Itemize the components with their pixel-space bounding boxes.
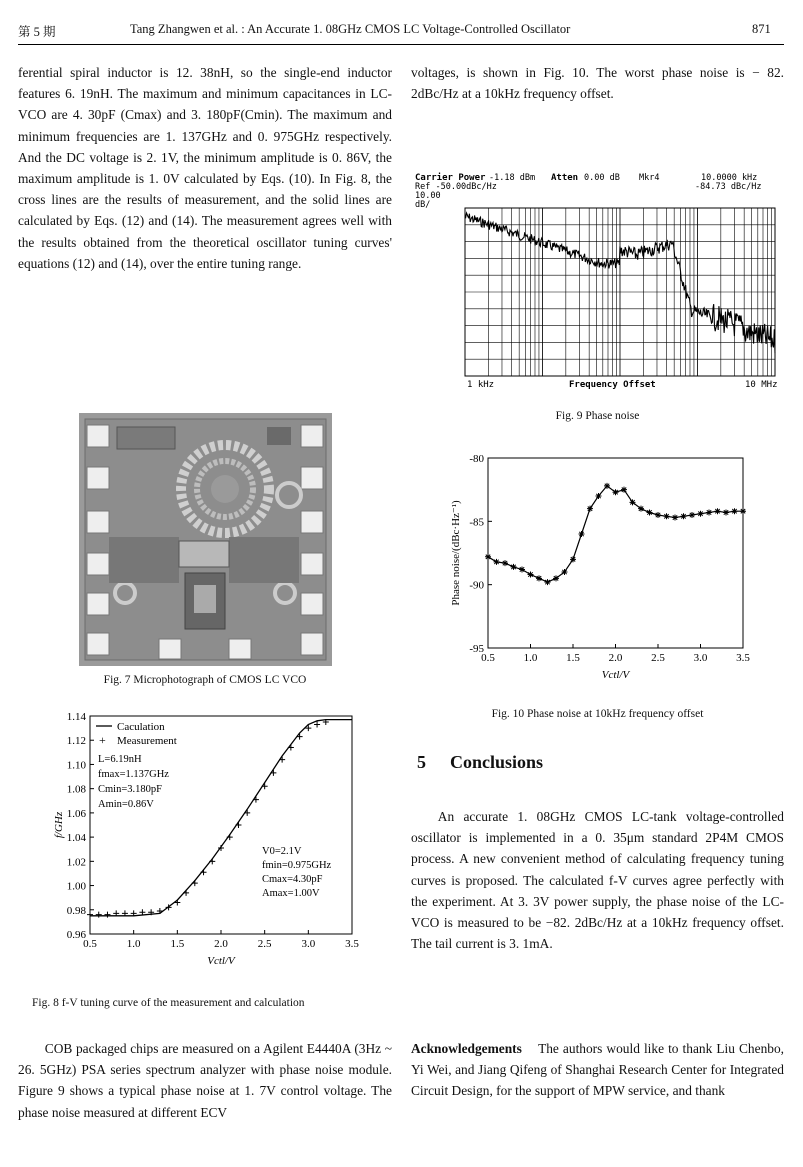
- fig8-y-tick-label: 1.04: [66, 832, 86, 845]
- fig9-marker-value: -84.73 dBc/Hz: [695, 182, 762, 192]
- fig10-point: [485, 554, 491, 560]
- fig8-measurement-point: [253, 797, 259, 803]
- fig10-point: [638, 506, 644, 512]
- fig9-carrier-value: -1.18 dBm: [489, 173, 536, 183]
- fig9-marker-freq: 10.0000 kHz: [701, 173, 758, 183]
- fig10-y-tick-label: -85: [469, 516, 484, 529]
- fig8-y-tick-label: 0.96: [66, 929, 86, 941]
- fig8-measurement-point: [235, 822, 241, 828]
- fig10-point: [740, 508, 746, 514]
- fig10-x-tick-label: 3.5: [736, 652, 750, 664]
- fig10-point: [502, 560, 508, 566]
- fig8-x-tick-label: 3.5: [345, 938, 359, 950]
- page-number: 871: [752, 22, 771, 36]
- fig10-point: [570, 556, 576, 562]
- fig10-caption: Fig. 10 Phase noise at 10kHz frequency offset: [491, 708, 704, 720]
- fig9-x-center: Frequency Offset: [569, 380, 656, 390]
- fig10-chart: [411, 446, 784, 686]
- journal-issue: 第 5 期: [18, 25, 56, 39]
- fig10-point: [621, 487, 627, 493]
- fig8-frame: [90, 716, 352, 934]
- ack-heading: Acknowledgements: [411, 1041, 522, 1056]
- fig9-scale-number: 10.00: [415, 191, 441, 201]
- section-title: Conclusions: [450, 752, 544, 772]
- fig8-y-tick-label: 1.00: [66, 880, 86, 893]
- fig8-ylabel: f/GHz: [53, 811, 65, 839]
- fig10-point: [664, 513, 670, 519]
- fig8-y-tick-label: 1.06: [66, 807, 86, 820]
- fig8-legend-calc: Caculation: [117, 721, 165, 733]
- fig10-point: [715, 508, 721, 514]
- fig8-y-tick-label: 1.14: [66, 711, 86, 723]
- fig9-atten-value: 0.00 dB: [584, 173, 620, 183]
- fig8-measurement-point: [174, 900, 180, 906]
- fig8-annotation-right: Amax=1.00V: [262, 888, 320, 899]
- fig10-point: [528, 572, 534, 578]
- fig10-point: [587, 506, 593, 512]
- fig10-point: [681, 513, 687, 519]
- fig8-x-tick-label: 1.5: [170, 938, 185, 950]
- fig8-annotation-left: fmax=1.137GHz: [98, 769, 169, 780]
- fig8-calculation-line: [90, 720, 352, 916]
- fig8-y-tick-label: 1.10: [66, 759, 86, 772]
- fig10-x-tick-label: 2.5: [651, 652, 665, 664]
- fig10-point: [604, 483, 610, 489]
- fig10-x-tick-label: 1.0: [523, 652, 538, 664]
- fig10-frame: [488, 458, 743, 648]
- fig8-measurement-point: [183, 890, 189, 896]
- fig8-x-tick-label: 2.0: [214, 938, 228, 950]
- fig8-x-tick-label: 0.5: [83, 938, 97, 950]
- fig10-point: [647, 509, 653, 515]
- fig10-line: [488, 486, 743, 582]
- fig9-carrier-label: Carrier Power: [415, 173, 486, 183]
- fig8-annotation-left: L=6.19nH: [98, 754, 142, 765]
- fig10-point: [613, 489, 619, 495]
- fig8-measurement-point: [201, 869, 207, 875]
- fig8-measurement-point: [262, 783, 268, 789]
- fig10-point: [732, 508, 738, 514]
- fig8-annotation-left: Cmin=3.180pF: [98, 784, 162, 795]
- conclusions-paragraph: An accurate 1. 08GHz CMOS LC-tank voltage-controlled oscillator is implemented in a 0. 35μm standard 2P4M CMOS process. A new convenient method of calculating frequency tuning curves is proposed. The calculated f-V curves agree perfectly with the experiment. At 3. 3V power supply, the phase noise of the LC-VCO is measured to be −82. 2dBc/Hz at a 10kHz frequency offset. The tail current is 3. 1mA.: [411, 809, 784, 952]
- fig8-annotation-left: Amin=0.86V: [98, 799, 154, 810]
- fig8-x-tick-label: 1.0: [126, 938, 141, 950]
- fig7-microphotograph: [79, 413, 332, 666]
- fig8-x-tick-label: 3.0: [301, 938, 316, 950]
- fig8-xlabel: Vctl/V: [207, 955, 235, 967]
- fig9-ref: Ref -50.00dBc/Hz: [415, 182, 497, 192]
- fig10-point: [630, 499, 636, 505]
- fig10-point: [553, 575, 559, 581]
- fig8-y-tick-label: 1.12: [66, 735, 86, 748]
- fig8-measurement-point: [270, 770, 276, 776]
- fig8-legend-meas: Measurement: [117, 735, 177, 747]
- fig10-point: [511, 564, 517, 570]
- fig9-scale-unit: dB/: [415, 200, 431, 210]
- fig9-atten-label: Atten: [551, 173, 579, 183]
- fig9-phase-noise-plot: [411, 170, 784, 398]
- fig10-point: [655, 512, 661, 518]
- fig10-ylabel: Phase noise/(dBc·Hz⁻¹): [450, 500, 462, 606]
- fig8-y-tick-label: 1.02: [66, 856, 86, 869]
- fig9-caption: Fig. 9 Phase noise: [555, 410, 640, 422]
- fig10-point: [706, 509, 712, 515]
- fig8-measurement-point: [96, 912, 102, 918]
- fig8-measurement-point: [288, 744, 294, 750]
- fig9-marker-label: Mkr4: [639, 173, 660, 183]
- fig10-point: [698, 511, 704, 517]
- fig8-measurement-point: [192, 880, 198, 886]
- left-paragraph-2: COB packaged chips are measured on a Agilent E4440A (3Hz ~ 26. 5GHz) PSA series spectrum analyzer with phase noise module. Figure 9 shows a typical phase noise at 1. 7V control voltage. The phase noise measured at different ECV: [18, 1041, 392, 1120]
- fig10-point: [689, 512, 695, 518]
- fig10-xlabel: Vctl/V: [601, 669, 630, 681]
- fig10-point: [562, 569, 568, 575]
- fig8-measurement-point: [87, 912, 93, 918]
- fig8-measurement-point: [244, 810, 250, 816]
- fig8-annotation-right: V0=2.1V: [262, 846, 302, 857]
- fig10-point: [596, 493, 602, 499]
- fig10-x-tick-label: 1.5: [566, 652, 580, 664]
- fig10-x-tick-label: 0.5: [481, 652, 495, 664]
- fig8-caption: Fig. 8 f-V tuning curve of the measurement and calculation: [32, 997, 305, 1009]
- fig9-x-left: 1 kHz: [467, 380, 495, 390]
- fig8-y-tick-label: 1.08: [66, 783, 86, 796]
- fig8-annotation-right: Cmax=4.30pF: [262, 874, 323, 885]
- fig10-point: [494, 559, 500, 565]
- fig10-point: [519, 566, 525, 572]
- fig8-x-tick-label: 2.5: [257, 938, 272, 950]
- fig8-measurement-point: [104, 912, 110, 918]
- fig8-measurement-point: [279, 757, 285, 763]
- fig8-legend-cross: +: [99, 733, 106, 747]
- fig8-measurement-point: [297, 734, 303, 740]
- fig10-point: [579, 531, 585, 537]
- fig10-y-tick-label: -95: [469, 643, 484, 655]
- fig8-measurement-point: [227, 834, 233, 840]
- fig8-measurement-point: [209, 858, 215, 864]
- fig10-y-tick-label: -80: [469, 453, 484, 465]
- fig10-y-tick-label: -90: [469, 579, 484, 592]
- right-paragraph-1: voltages, is shown in Fig. 10. The worst phase noise is − 82. 2dBc/Hz at a 10kHz frequency offset.: [411, 65, 784, 102]
- fig10-point: [536, 575, 542, 581]
- fig10-point: [545, 579, 551, 585]
- fig10-point: [723, 509, 729, 515]
- fig8-y-tick-label: 0.98: [66, 904, 86, 917]
- fig8-annotation-right: fmin=0.975GHz: [262, 860, 332, 871]
- acknowledgements: [411, 1038, 784, 1102]
- header-rule: [18, 44, 784, 45]
- fig8-chart: [18, 704, 392, 982]
- fig7-caption: Fig. 7 Microphotograph of CMOS LC VCO: [103, 674, 307, 686]
- ack-text: The authors would like to thank Liu Chenbo, Yi Wei, and Jiang Qifeng of Shanghai Research Center for Integrated Circuit Design, for the support of MPW service, and thank: [411, 1041, 784, 1099]
- fig10-x-tick-label: 2.0: [608, 652, 623, 664]
- fig10-point: [672, 515, 678, 521]
- fig10-x-tick-label: 3.0: [693, 652, 708, 664]
- left-paragraph-1: ferential spiral inductor is 12. 38nH, so the single-end inductor features 6. 19nH. The maximum and minimum capacitances in LC-VCO are 4. 30pF (Cmax) and 3. 180pF(Cmin). The maximum and minimum frequencies are 1. 137GHz and 0. 975GHz respectively. And the DC voltage is 2. 1V, the minimum amplitude is 0. 86V, the maximum amplitude is 1. 0V calculated by Eqs. (10). In Fig. 8, the cross lines are the results of measurement, and the solid lines are calculated by Eqs. (12) and (14). The measurement agrees well with the results obtained from the theoretical oscillator tuning curves' equations (12) and (14), over the entire tuning range.: [18, 65, 392, 271]
- section-number: 5: [417, 752, 426, 772]
- running-title: Tang Zhangwen et al. : An Accurate 1. 08GHz CMOS LC Voltage-Controlled Oscillator: [130, 22, 571, 36]
- fig9-x-right: 10 MHz: [745, 380, 778, 390]
